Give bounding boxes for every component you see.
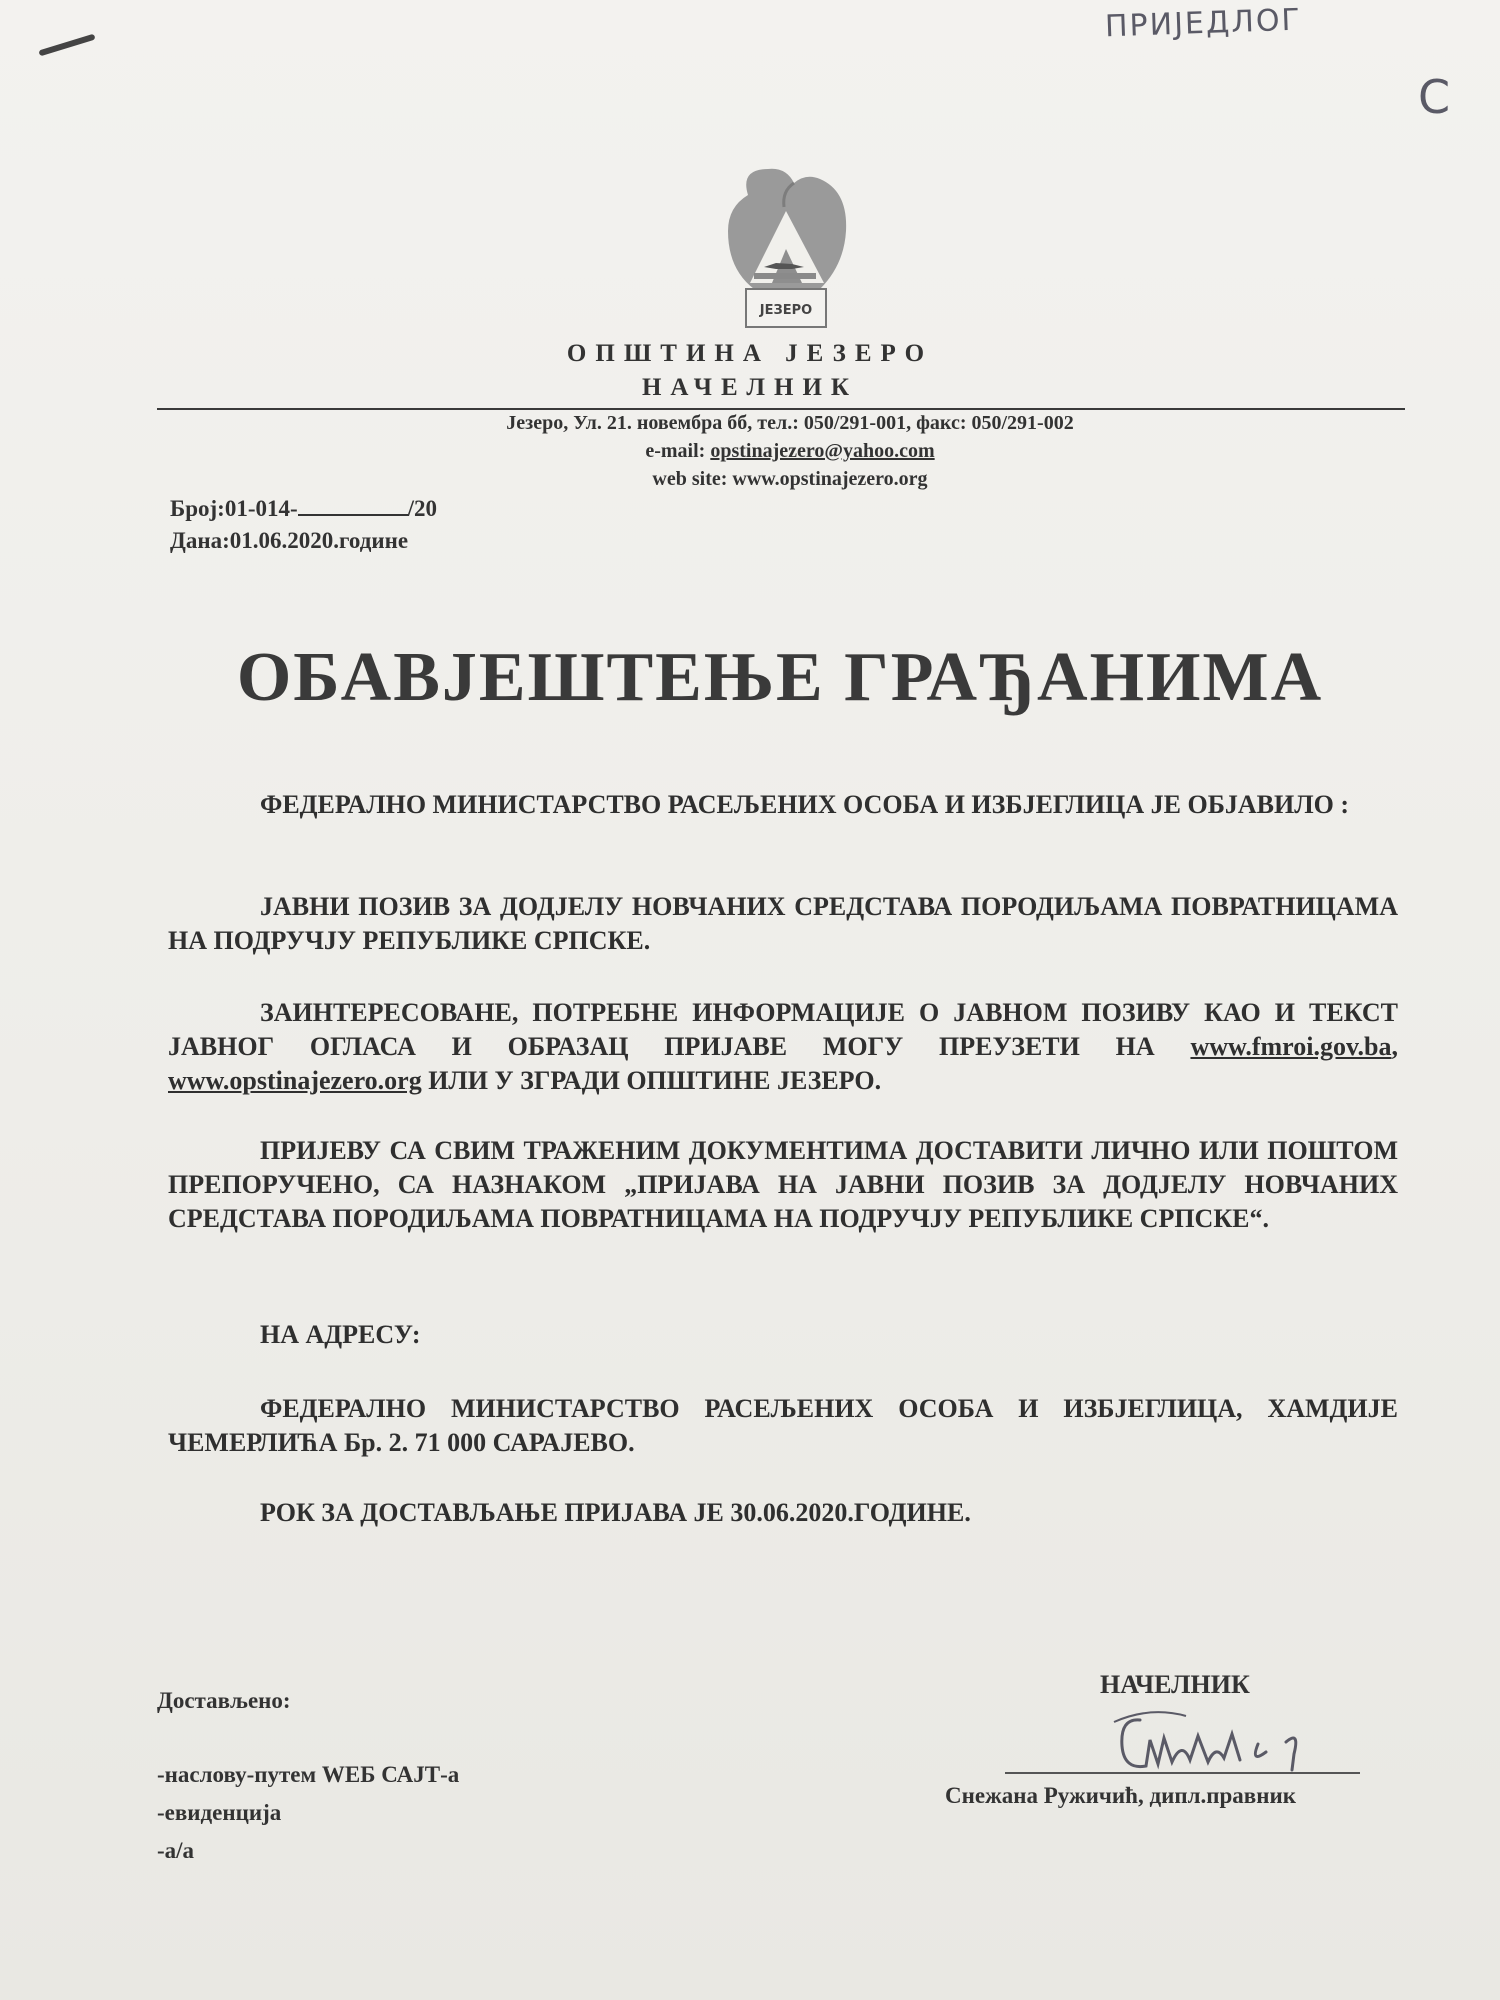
paragraph-information (168, 996, 1398, 1098)
municipality-logo (720, 165, 852, 330)
handwritten-signature (1090, 1700, 1350, 1790)
link-opstinajezero[interactable]: www.opstinajezero.org (168, 1066, 422, 1095)
logo-text: ЈЕЗЕРО (759, 303, 813, 318)
contact-email (0, 440, 1500, 463)
reference-blank (298, 496, 408, 516)
distribution-item: -евиденција (157, 1800, 282, 1825)
reference-suffix: /20 (407, 496, 438, 521)
paragraph-submission: ПРИЈЕВУ СА СВИМ ТРАЖЕНИМ ДОКУМЕНТИМА ДОСТАВИТИ ЛИЧНО ИЛИ ПОШТОМ ПРЕПОРУЧЕНО, СА НАЗНАКОМ „ПРИЈАВА НА ЈАВНИ ПОЗИВ ЗА ДОДЈЕЛУ НОВЧАНИХ СРЕДСТАВА ПОРОДИЉАМА ПОВРАТНИЦАМА НА ПОДРУЧЈУ РЕПУБЛИКЕ СРПСКЕ“. (168, 1136, 1398, 1233)
link-separator: , (1391, 1032, 1398, 1061)
paragraph-public-call: ЈАВНИ ПОЗИВ ЗА ДОДЈЕЛУ НОВЧАНИХ СРЕДСТАВА ПОРОДИЉАМА ПОВРАТНИЦАМА НА ПОДРУЧЈУ РЕПУБЛИКЕ СРПСКЕ. (168, 892, 1398, 955)
reference-prefix: Број:01-014- (170, 496, 298, 521)
email-link[interactable]: opstinajezero@yahoo.com (710, 440, 935, 462)
distribution-item: -а/а (157, 1838, 195, 1863)
information-tail: ИЛИ У ЗГРАДИ ОПШТИНЕ ЈЕЗЕРО. (421, 1066, 882, 1095)
office-name: НАЧЕЛНИК (641, 374, 859, 401)
distribution-item: -наслову-путем WEБ САЈТ-а (157, 1762, 460, 1787)
signatory-title: НАЧЕЛНИК (1100, 1670, 1250, 1699)
email-label: e-mail: (645, 440, 711, 462)
paragraph-deadline: РОК ЗА ДОСТАВЉАЊЕ ПРИЈАВА ЈЕ 30.06.2020.ГОДИНЕ. (260, 1498, 971, 1527)
paragraph-ministry-announced: ФЕДЕРАЛНО МИНИСТАРСТВО РАСЕЉЕНИХ ОСОБА И ИЗБЈЕГЛИЦА ЈЕ ОБЈАВИЛО : (260, 790, 1349, 819)
distribution-label: Достављено: (157, 1688, 291, 1713)
header-divider (157, 408, 1405, 410)
handwritten-note: ПРИЈЕДЛОГ (1104, 2, 1303, 45)
signature-line (1005, 1772, 1360, 1774)
municipality-name: ОПШТИНА ЈЕЗЕРО (566, 340, 934, 367)
signatory-name: Снежана Ружичић, дипл.правник (945, 1783, 1296, 1808)
reference-date: Дана:01.06.2020.године (170, 528, 409, 553)
contact-website: web site: www.opstinajezero.org (652, 468, 928, 490)
paragraph-address-label: НА АДРЕСУ: (260, 1320, 421, 1349)
information-text: ЗАИНТЕРЕСОВАНЕ, ПОТРЕБНЕ ИНФОРМАЦИЈЕ О ЈАВНОМ ПОЗИВУ КАО И ТЕКСТ ЈАВНОГ ОГЛАСА И ОБРАЗАЦ ПРИЈАВЕ МОГУ ПРЕУЗЕТИ НА (168, 998, 1398, 1061)
document-title: ОБАВЈЕШТЕЊЕ ГРАЂАНИМА (236, 639, 1324, 716)
reference-number (170, 496, 437, 522)
contact-address: Језеро, Ул. 21. новембра бб, тел.: 050/291-001, факс: 050/291-002 (506, 412, 1074, 434)
pen-stroke-mark (38, 34, 95, 57)
handwritten-mark: С (1418, 70, 1451, 124)
paragraph-address: ФЕДЕРАЛНО МИНИСТАРСТВО РАСЕЉЕНИХ ОСОБА И ИЗБЈЕГЛИЦА, ХАМДИЈЕ ЧЕМЕРЛИЋА Бр. 2. 71 000 САРАЈЕВО. (168, 1394, 1398, 1457)
link-fmroi[interactable]: www.fmroi.gov.ba (1190, 1032, 1392, 1061)
